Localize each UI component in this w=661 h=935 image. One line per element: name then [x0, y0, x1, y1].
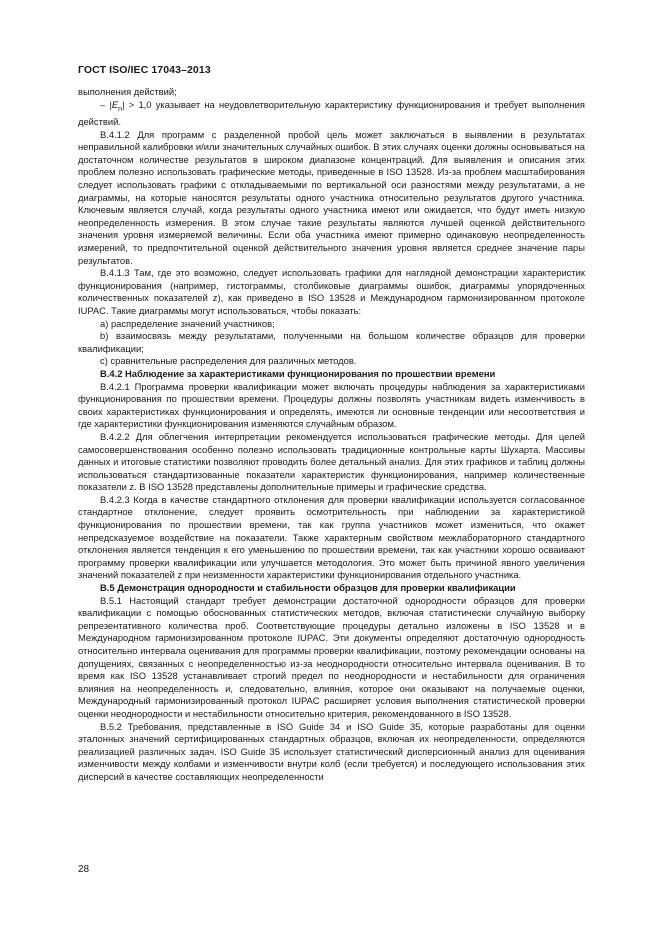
paragraph: В.4.2.1 Программа проверки квалификации может включать процедуры наблюдения за характеристиками функционирования по прошествии времени. Процедуры должны позволять участникам видеть изменчивость в своих характеристиках функционирования и определять, имеются ли основные тенденции или несоответствия и где характеристики функционирования изменяются случайным образом. [78, 380, 585, 430]
paragraph: В.4.1.2 Для программ с разделенной пробой цель может заключаться в выявлении в результатах неправильной калибровки и/или значительных случайных ошибок. В этих случаях оценки должны основываться на достаточном количестве результатов в широком диапазоне концентраций. Для выявления и описания этих проблем полезно использовать графические методы, приведенные в ISO 13528. Из-за проблем масштабирования следует использовать графики с откладываемыми по вертикальной оси разностями между результатами, а не диаграммы, на которые наносятся результаты одного участника относительно результатов другого участника. Ключевым является случай, когда результаты одного участника имеют или ожидается, что будут иметь низкую неопределенность измерения. В этом случае такие результаты являются лучшей оценкой действительного значения уровня измеряемой величины. Если оба участника имеют примерно одинаковую неопределенность измерений, то предпочтительной оценкой действительного значения уровня является среднее значение пары результатов. [78, 128, 585, 266]
paragraph: выполнения действий; [78, 86, 177, 97]
list-item [78, 99, 585, 129]
paragraph: В.4.1.3 Там, где это возможно, следует использовать графики для наглядной демонстрации характеристик функционирования (например, гистограммы, столбиковые диаграммы ошибок, диаграммы упорядоченных количественных показателей z), как приведено в ISO 13528 и Международном гармонизированном протоколе IUPAC. Такие диаграммы могут использоваться, чтобы показать: [78, 267, 585, 316]
en-symbol: E [111, 98, 119, 110]
paragraph: В.5.2 Требования, представленные в ISO Guide 34 и ISO Guide 35, которые разработаны для оценки эталонных значений сертифицированных стандартных образцов, включая их неопределенности, определяются реализацией различных задач. ISO Guide 35 использует статистический дисперсионный анализ для оценивания изменчивости между колбами и изменчивости внутри колб (если требуется) и последующего использования этих дисперсий в качестве составляющих неопределенности [78, 720, 585, 782]
list-item: b) взаимосвязь между результатами, полученными на большом количестве образцов для проверки квалификации; [78, 330, 585, 354]
document-header: ГОСТ ISO/IEC 17043–2013 [78, 64, 211, 76]
paragraph: В.4.2.3 Когда в качестве стандартного отклонения для проверки квалификации используется согласованное стандартное отклонение, следует проявить осмотрительность при наблюдении за характеристикой функционирования по прошествии времени, так как группа участников может измениться, что окажет непредсказуемое воздействие на показатели. Также характерным свойством межлабораторного стандартного отклонения является тенденция к его уменьшению по прошествии времени, так как участники хорошо осваивают программу проверки квалификации или улучшается методология. Это может быть причиной явного увеличения значений показателей z при неизменности характеристики функционирования отдельного участника. [78, 493, 585, 581]
en-subscript: n [118, 105, 123, 113]
section-heading: В.5 Демонстрация однородности и стабильности образцов для проверки квалификации [100, 582, 516, 594]
list-item: a) распределение значений участников; [100, 317, 275, 329]
section-heading: В.4.2 Наблюдение за характеристиками функционирования по прошествии времени [100, 367, 496, 379]
paragraph: В.5.1 Настоящий стандарт требует демонстрации достаточной однородности образцов для проверки квалификации с помощью обоснованных статистических методов, включая статистически случайную выборку репрезентативного количества проб. Соответствующие процедуры детально изложены в ISO 13528 и в Международном гармонизированном протоколе IUPAC. Эти документы определяют достаточную однородность относительно интервала оценивания для программы проверки квалификации, поэтому рекомендации основаны на допущениях, связанных с неопределенностью из-за неоднородности относительно интервала оценивания. В то время как ISO 13528 устанавливает строгий предел по неоднородности и нестабильности для ограничения влияния на неопределенность и, следовательно, влияния, которое они оказывают на получаемые оценки, Международный гармонизированный протокол IUPAC расширяет условия выполнения статистической проверки оценки неоднородности и нестабильности относительно критерия, рекомендованного в ISO 13528. [78, 594, 585, 719]
list-item-text: | > 1,0 указывает на неудовлетворительную характеристику функционирования и требует выполнения действий. [78, 98, 585, 128]
list-item: c) сравнительные распределения для различных методов. [100, 355, 357, 367]
page-number: 28 [78, 864, 90, 875]
paragraph: В.4.2.2 Для облегчения интерпретации рекомендуется использоваться графические методы. Для целей самосовершенствования особенно полезно использовать традиционные контрольные карты Шухарта. Массивы данных и итоговые статистики позволяют проводить более детальный анализ. Для этих графиков и таблиц должны использоваться стандартизованные показатели характеристик функционирования, например количественные показатели z. В ISO 13528 представлены дополнительные примеры и графические средства. [78, 430, 585, 493]
page-body [78, 86, 585, 784]
dash-prefix: – | [100, 98, 112, 110]
